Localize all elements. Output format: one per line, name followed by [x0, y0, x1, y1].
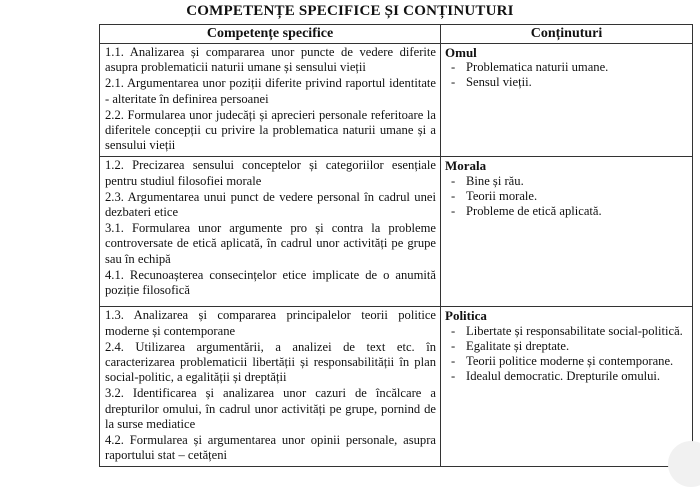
list-item: - Teorii morale.: [447, 189, 688, 204]
competences-cell: [100, 157, 441, 307]
chapter-title: Politica: [445, 308, 487, 324]
competence-text: 2.4. Utilizarea argumentării, a analizei de text etc. în caracterizarea problematicii libertății și responsabilității în plan social-politic, a egalității și dreptății: [105, 339, 436, 385]
list-item: - Probleme de etică aplicată.: [447, 204, 688, 219]
list-item: - Idealul democratic. Drepturile omului.: [447, 369, 688, 384]
list-item: - Bine și rău.: [447, 174, 688, 189]
competence-text: 4.2. Formularea și argumentarea unor opinii personale, asupra raportului stat – cetățeni: [105, 433, 436, 463]
content-list: [445, 324, 688, 385]
competence-text: 2.2. Formularea unor judecăți și aprecieri personale referitoare la diferitele concepții cu privire la problematica naturii umane și a sensului vieții: [105, 107, 436, 153]
table-row: [100, 157, 693, 307]
corner-overlay: [668, 441, 700, 487]
header-contents: Conținuturi: [441, 25, 693, 44]
competence-text: 2.1. Argumentarea unor poziții diferite privind raportul identitate - alteritate în definirea persoanei: [105, 76, 436, 106]
competence-text: 2.3. Argumentarea unui punct de vedere personal în cadrul unei dezbateri etice: [105, 189, 436, 220]
page-title: COMPETENȚE SPECIFICE ȘI CONȚINUTURI: [186, 3, 514, 19]
competence-text: 1.3. Analizarea și compararea principalelor teorii politice moderne și contemporane: [105, 308, 436, 338]
competence-text: 3.2. Identificarea și analizarea unor cazuri de încălcare a drepturilor omului, în cadrul unor activități pe grupe, pornind de la surse mediatice: [105, 386, 436, 431]
table-header-row: [100, 25, 693, 44]
competences-cell: [100, 307, 441, 467]
competence-text: 1.2. Precizarea sensului conceptelor și categoriilor esențiale pentru studiul filosofiei morale: [105, 158, 436, 188]
list-item: - Libertate și responsabilitate social-politică.: [447, 324, 688, 339]
competence-text: 1.1. Analizarea și compararea unor puncte de vedere diferite asupra problematicii naturii umane și sensului vieții: [105, 45, 436, 75]
competences-cell: [100, 44, 441, 157]
contents-cell: [441, 44, 693, 157]
content-list: [445, 60, 688, 90]
competence-text: 4.1. Recunoașterea consecințelor etice implicate de o anumită poziție filosofică: [105, 267, 436, 298]
table-row: [100, 44, 693, 157]
list-item: - Sensul vieții.: [447, 75, 688, 90]
competence-text: 3.1. Formularea unor argumente pro și contra la probleme controversate de etică aplicată, în cadrul unor activități pe grupe sau în echipă: [105, 221, 436, 266]
header-competences: Competențe specifice: [100, 25, 441, 44]
list-item: - Egalitate și dreptate.: [447, 339, 688, 354]
contents-cell: [441, 157, 693, 307]
competences-table: [99, 24, 693, 467]
chapter-title: Omul: [445, 45, 477, 60]
table-row: [100, 307, 693, 467]
content-list: [445, 174, 688, 220]
contents-cell: [441, 307, 693, 467]
list-item: - Teorii politice moderne și contemporane.: [447, 354, 688, 369]
list-item: - Problematica naturii umane.: [447, 60, 688, 75]
chapter-title: Morala: [445, 158, 487, 174]
